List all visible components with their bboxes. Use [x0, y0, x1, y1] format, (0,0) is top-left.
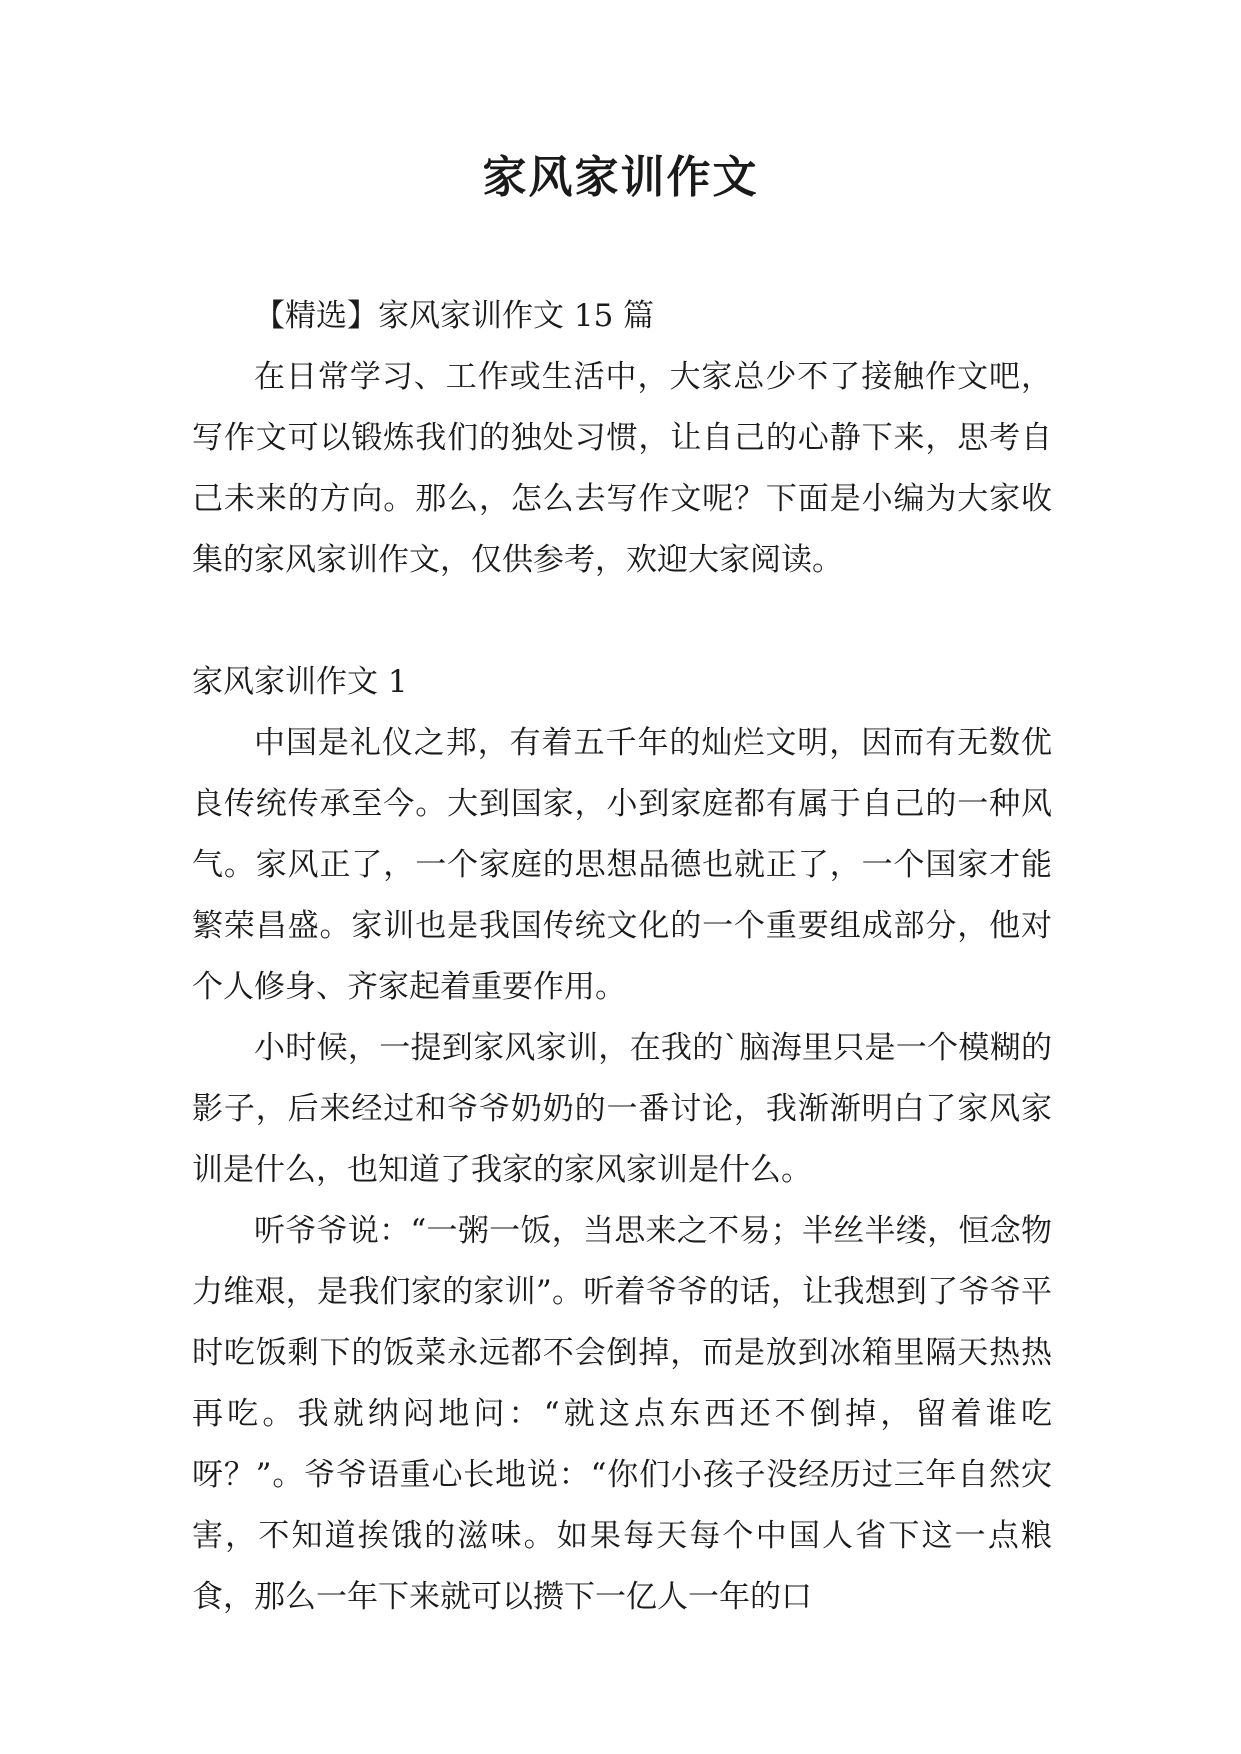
body-paragraph: 中国是礼仪之邦，有着五千年的灿烂文明，因而有无数优良传统传承至今。大到国家，小到家庭都有属于自己的一种风气。家风正了，一个家庭的思想品德也就正了，一个国家才能繁荣昌盛。家训也是我国传统文化的一个重要组成部分，他对个人修身、齐家起着重要作用。	[192, 725, 1052, 1005]
document-subtitle: 【精选】家风家训作文 15 篇	[254, 298, 655, 334]
body-paragraph: 小时候，一提到家风家训，在我的`脑海里只是一个模糊的影子，后来经过和爷爷奶奶的一番讨论，我渐渐明白了家风家训是什么，也知道了我家的家风家训是什么。	[192, 1030, 1052, 1188]
body-paragraph: 听爷爷说：“一粥一饭，当思来之不易；半丝半缕，恒念物力维艰，是我们家的家训”。听着爷爷的话，让我想到了爷爷平时吃饭剩下的饭菜永远都不会倒掉，而是放到冰箱里隔天热热再吃。我就纳闷地问：“就这点东西还不倒掉，留着谁吃呀？”。爷爷语重心长地说：“你们小孩子没经历过三年自然灾害，不知道挨饿的滋味。如果每天每个中国人省下这一点粮食，那么一年下来就可以攒下一亿人一年的口	[192, 1213, 1052, 1615]
intro-paragraph: 在日常学习、工作或生活中，大家总少不了接触作文吧，写作文可以锻炼我们的独处习惯，让自己的心静下来，思考自己未来的方向。那么，怎么去写作文呢？下面是小编为大家收集的家风家训作文，仅供参考，欢迎大家阅读。	[192, 359, 1052, 578]
section-heading: 家风家训作文 1	[192, 664, 408, 700]
document-title: 家风家训作文	[482, 152, 759, 203]
document-body	[192, 286, 1052, 1628]
